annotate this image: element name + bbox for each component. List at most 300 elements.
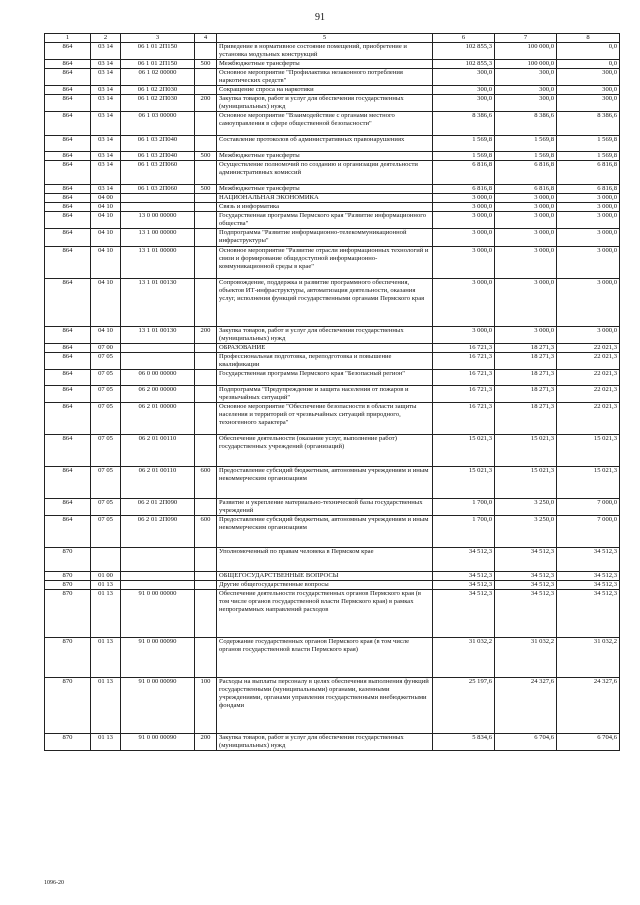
code-chapter-cell: 870	[45, 580, 91, 589]
code-target-cell: 06 1 03 2П060	[121, 161, 195, 185]
amount-year-3-cell: 15 021,3	[557, 466, 620, 498]
code-target-cell: 91 0 00 00090	[121, 733, 195, 750]
code-section-cell: 04 10	[91, 278, 121, 326]
description-cell: ОБРАЗОВАНИЕ	[217, 343, 433, 352]
code-section-cell: 07 05	[91, 369, 121, 385]
code-target-cell: 06 2 01 2П090	[121, 515, 195, 547]
code-chapter-cell: 870	[45, 547, 91, 571]
table-row	[45, 580, 620, 589]
code-chapter-cell: 864	[45, 161, 91, 185]
amount-year-1-cell: 6 816,8	[433, 161, 495, 185]
code-target-cell: 13 1 01 00130	[121, 326, 195, 343]
code-expense-type-cell	[195, 547, 217, 571]
code-expense-type-cell	[195, 136, 217, 152]
code-target-cell: 06 1 03 00000	[121, 112, 195, 136]
code-chapter-cell: 864	[45, 86, 91, 95]
amount-year-1-cell: 16 721,3	[433, 343, 495, 352]
description-cell: Закупка товаров, работ и услуг для обеспечения государственных (муниципальных) нужд	[217, 95, 433, 112]
description-cell: Основное мероприятие "Обеспечение безопасности в области защиты населения и территорий от чрезвычайных ситуаций природного, техногенного характера"	[217, 402, 433, 434]
amount-year-2-cell: 34 512,3	[495, 589, 557, 637]
code-expense-type-cell	[195, 194, 217, 203]
code-chapter-cell: 864	[45, 278, 91, 326]
code-expense-type-cell: 500	[195, 152, 217, 161]
code-chapter-cell: 870	[45, 677, 91, 733]
code-section-cell: 03 14	[91, 43, 121, 60]
description-cell: Развитие и укрепление материально-технической базы государственных учреждений	[217, 498, 433, 515]
amount-year-1-cell: 300,0	[433, 86, 495, 95]
code-target-cell: 06 2 01 00110	[121, 466, 195, 498]
table-row	[45, 185, 620, 194]
code-chapter-cell: 870	[45, 733, 91, 750]
code-section-cell: 04 10	[91, 326, 121, 343]
amount-year-2-cell: 100 000,0	[495, 43, 557, 60]
amount-year-3-cell: 300,0	[557, 86, 620, 95]
code-chapter-cell: 864	[45, 343, 91, 352]
code-chapter-cell: 864	[45, 229, 91, 246]
amount-year-2-cell: 6 816,8	[495, 161, 557, 185]
amount-year-3-cell: 300,0	[557, 95, 620, 112]
code-target-cell: 13 0 00 00000	[121, 212, 195, 229]
code-target-cell: 06 1 03 2П040	[121, 136, 195, 152]
amount-year-1-cell: 3 000,0	[433, 203, 495, 212]
table-row	[45, 152, 620, 161]
amount-year-2-cell: 3 000,0	[495, 212, 557, 229]
code-section-cell: 03 14	[91, 136, 121, 152]
code-chapter-cell: 864	[45, 326, 91, 343]
code-chapter-cell: 864	[45, 112, 91, 136]
amount-year-1-cell: 1 700,0	[433, 498, 495, 515]
amount-year-1-cell: 16 721,3	[433, 402, 495, 434]
table-row	[45, 677, 620, 733]
description-cell: Государственная программа Пермского края "Развитие информационного общества"	[217, 212, 433, 229]
code-expense-type-cell	[195, 246, 217, 278]
code-section-cell: 01 13	[91, 589, 121, 637]
table-row	[45, 733, 620, 750]
code-section-cell: 01 13	[91, 733, 121, 750]
document-code: 1096-20	[44, 880, 64, 886]
table-row	[45, 385, 620, 402]
amount-year-1-cell: 6 816,8	[433, 185, 495, 194]
amount-year-1-cell: 3 000,0	[433, 246, 495, 278]
description-cell: Составление протоколов об административных правонарушениях	[217, 136, 433, 152]
description-cell: Сопровождение, поддержка и развитие программного обеспечения, объектов ИТ-инфраструктуры, автоматизация деятельности, оказания услуг, исполнения функций государственными органами Пермского края	[217, 278, 433, 326]
code-target-cell: 13 1 00 00000	[121, 229, 195, 246]
code-expense-type-cell: 200	[195, 733, 217, 750]
amount-year-1-cell: 8 386,6	[433, 112, 495, 136]
table-row	[45, 278, 620, 326]
amount-year-2-cell: 3 000,0	[495, 326, 557, 343]
amount-year-2-cell: 1 569,8	[495, 152, 557, 161]
description-cell: ОБЩЕГОСУДАРСТВЕННЫЕ ВОПРОСЫ	[217, 571, 433, 580]
table-row	[45, 60, 620, 69]
code-section-cell: 07 05	[91, 434, 121, 466]
code-chapter-cell: 870	[45, 571, 91, 580]
amount-year-1-cell: 15 021,3	[433, 466, 495, 498]
code-target-cell	[121, 194, 195, 203]
code-chapter-cell: 864	[45, 498, 91, 515]
table-row	[45, 161, 620, 185]
header-col-4: 4	[195, 34, 217, 43]
amount-year-3-cell: 1 569,8	[557, 136, 620, 152]
code-expense-type-cell: 500	[195, 185, 217, 194]
code-section-cell: 03 14	[91, 161, 121, 185]
code-expense-type-cell	[195, 580, 217, 589]
amount-year-3-cell: 22 021,3	[557, 385, 620, 402]
code-chapter-cell: 864	[45, 43, 91, 60]
code-expense-type-cell	[195, 278, 217, 326]
amount-year-3-cell: 34 512,3	[557, 580, 620, 589]
amount-year-3-cell: 1 569,8	[557, 152, 620, 161]
amount-year-2-cell: 18 271,3	[495, 402, 557, 434]
table-row	[45, 69, 620, 86]
code-section-cell: 04 00	[91, 194, 121, 203]
table-row	[45, 86, 620, 95]
code-expense-type-cell	[195, 43, 217, 60]
amount-year-1-cell: 300,0	[433, 69, 495, 86]
amount-year-1-cell: 5 834,6	[433, 733, 495, 750]
code-chapter-cell: 864	[45, 69, 91, 86]
amount-year-1-cell: 31 032,2	[433, 637, 495, 677]
table-row	[45, 466, 620, 498]
description-cell: Предоставление субсидий бюджетным, автономным учреждениям и иным некоммерческим организациям	[217, 515, 433, 547]
header-col-8: 8	[557, 34, 620, 43]
description-cell: Связь и информатика	[217, 203, 433, 212]
table-row	[45, 229, 620, 246]
amount-year-3-cell: 6 704,6	[557, 733, 620, 750]
amount-year-2-cell: 31 032,2	[495, 637, 557, 677]
table-row	[45, 571, 620, 580]
description-cell: Осуществление полномочий по созданию и организации деятельности административных комиссий	[217, 161, 433, 185]
amount-year-2-cell: 300,0	[495, 86, 557, 95]
amount-year-3-cell: 3 000,0	[557, 278, 620, 326]
code-expense-type-cell	[195, 589, 217, 637]
budget-table	[44, 33, 620, 751]
code-expense-type-cell	[195, 385, 217, 402]
description-cell: Закупка товаров, работ и услуг для обеспечения государственных (муниципальных) нужд	[217, 326, 433, 343]
description-cell: Предоставление субсидий бюджетным, автономным учреждениям и иным некоммерческим организациям	[217, 466, 433, 498]
code-chapter-cell: 864	[45, 212, 91, 229]
table-row	[45, 326, 620, 343]
table-row	[45, 515, 620, 547]
amount-year-3-cell: 8 386,6	[557, 112, 620, 136]
table-row	[45, 434, 620, 466]
code-target-cell: 06 1 02 00000	[121, 69, 195, 86]
description-cell: Содержание государственных органов Пермского края (в том числе органов государственной власти Пермского края)	[217, 637, 433, 677]
code-chapter-cell: 864	[45, 246, 91, 278]
code-section-cell	[91, 547, 121, 571]
budget-table-container	[44, 33, 619, 751]
amount-year-3-cell: 22 021,3	[557, 343, 620, 352]
header-col-3: 3	[121, 34, 195, 43]
code-section-cell: 07 00	[91, 343, 121, 352]
code-expense-type-cell	[195, 229, 217, 246]
table-row	[45, 369, 620, 385]
code-target-cell	[121, 547, 195, 571]
amount-year-3-cell: 3 000,0	[557, 326, 620, 343]
amount-year-2-cell: 1 569,8	[495, 136, 557, 152]
amount-year-2-cell: 300,0	[495, 69, 557, 86]
description-cell: Государственная программа Пермского края "Безопасный регион"	[217, 369, 433, 385]
code-section-cell: 04 10	[91, 212, 121, 229]
code-expense-type-cell	[195, 112, 217, 136]
code-target-cell: 91 0 00 00000	[121, 589, 195, 637]
code-expense-type-cell: 600	[195, 466, 217, 498]
code-chapter-cell: 864	[45, 60, 91, 69]
amount-year-3-cell: 0,0	[557, 43, 620, 60]
code-target-cell	[121, 343, 195, 352]
code-chapter-cell: 864	[45, 352, 91, 369]
code-target-cell: 06 1 03 2П060	[121, 185, 195, 194]
code-expense-type-cell	[195, 86, 217, 95]
amount-year-3-cell: 3 000,0	[557, 246, 620, 278]
code-section-cell: 01 00	[91, 571, 121, 580]
header-col-2: 2	[91, 34, 121, 43]
code-expense-type-cell: 100	[195, 677, 217, 733]
description-cell: Обеспечение деятельности государственных органов Пермского края (в том числе органов государственной власти Пермского края) в рамках непрограммных направлений расходов	[217, 589, 433, 637]
code-target-cell: 06 2 01 2П090	[121, 498, 195, 515]
code-target-cell: 06 2 00 00000	[121, 385, 195, 402]
amount-year-3-cell: 300,0	[557, 69, 620, 86]
table-row	[45, 112, 620, 136]
code-target-cell: 06 2 01 00000	[121, 402, 195, 434]
amount-year-3-cell: 24 327,6	[557, 677, 620, 733]
amount-year-1-cell: 1 569,8	[433, 136, 495, 152]
amount-year-2-cell: 15 021,3	[495, 434, 557, 466]
amount-year-3-cell: 15 021,3	[557, 434, 620, 466]
code-target-cell: 06 2 01 00110	[121, 434, 195, 466]
amount-year-1-cell: 16 721,3	[433, 385, 495, 402]
header-col-6: 6	[433, 34, 495, 43]
amount-year-3-cell: 34 512,3	[557, 571, 620, 580]
code-target-cell	[121, 352, 195, 369]
amount-year-2-cell: 3 000,0	[495, 203, 557, 212]
code-target-cell: 13 1 01 00130	[121, 278, 195, 326]
amount-year-3-cell: 6 816,8	[557, 161, 620, 185]
table-row	[45, 136, 620, 152]
code-section-cell: 07 05	[91, 498, 121, 515]
amount-year-1-cell: 102 855,3	[433, 43, 495, 60]
code-section-cell: 03 14	[91, 112, 121, 136]
amount-year-2-cell: 18 271,3	[495, 343, 557, 352]
amount-year-1-cell: 34 512,3	[433, 589, 495, 637]
amount-year-1-cell: 102 855,3	[433, 60, 495, 69]
description-cell: Основное мероприятие "Профилактика незаконного потребления наркотических средств"	[217, 69, 433, 86]
description-cell: Межбюджетные трансферты	[217, 60, 433, 69]
amount-year-3-cell: 3 000,0	[557, 203, 620, 212]
amount-year-1-cell: 300,0	[433, 95, 495, 112]
description-cell: Подпрограмма "Развитие информационно-телекоммуникационной инфраструктуры"	[217, 229, 433, 246]
table-row	[45, 637, 620, 677]
code-target-cell: 13 1 01 00000	[121, 246, 195, 278]
code-section-cell: 01 13	[91, 580, 121, 589]
amount-year-1-cell: 15 021,3	[433, 434, 495, 466]
code-target-cell: 06 0 00 00000	[121, 369, 195, 385]
description-cell: Основное мероприятие "Развитие отрасли информационных технологий и связи и формирование общедоступной информационно-коммуникационной среды в крае"	[217, 246, 433, 278]
code-expense-type-cell	[195, 352, 217, 369]
table-row	[45, 95, 620, 112]
amount-year-2-cell: 6 816,8	[495, 185, 557, 194]
amount-year-3-cell: 3 000,0	[557, 212, 620, 229]
code-chapter-cell: 864	[45, 385, 91, 402]
table-row	[45, 194, 620, 203]
code-expense-type-cell	[195, 498, 217, 515]
code-chapter-cell: 870	[45, 637, 91, 677]
code-expense-type-cell	[195, 434, 217, 466]
amount-year-1-cell: 34 512,3	[433, 580, 495, 589]
page-number: 91	[315, 12, 325, 23]
code-chapter-cell: 864	[45, 466, 91, 498]
code-target-cell: 06 1 01 2П150	[121, 43, 195, 60]
amount-year-3-cell: 34 512,3	[557, 547, 620, 571]
code-target-cell: 91 0 00 00090	[121, 637, 195, 677]
code-chapter-cell: 864	[45, 515, 91, 547]
amount-year-2-cell: 34 512,3	[495, 547, 557, 571]
table-row	[45, 343, 620, 352]
code-section-cell: 03 14	[91, 86, 121, 95]
amount-year-2-cell: 3 250,0	[495, 515, 557, 547]
code-target-cell	[121, 203, 195, 212]
code-section-cell: 03 14	[91, 152, 121, 161]
amount-year-1-cell: 34 512,3	[433, 571, 495, 580]
code-section-cell: 04 10	[91, 203, 121, 212]
code-chapter-cell: 870	[45, 589, 91, 637]
code-target-cell: 06 1 03 2П040	[121, 152, 195, 161]
amount-year-3-cell: 31 032,2	[557, 637, 620, 677]
table-header-row	[45, 34, 620, 43]
header-col-1: 1	[45, 34, 91, 43]
code-expense-type-cell	[195, 212, 217, 229]
amount-year-1-cell: 16 721,3	[433, 352, 495, 369]
code-expense-type-cell	[195, 343, 217, 352]
amount-year-1-cell: 1 569,8	[433, 152, 495, 161]
amount-year-2-cell: 18 271,3	[495, 385, 557, 402]
table-row	[45, 246, 620, 278]
code-expense-type-cell: 500	[195, 60, 217, 69]
code-chapter-cell: 864	[45, 194, 91, 203]
code-target-cell	[121, 580, 195, 589]
description-cell: Профессиональная подготовка, переподготовка и повышение квалификации	[217, 352, 433, 369]
code-chapter-cell: 864	[45, 203, 91, 212]
code-section-cell: 07 05	[91, 385, 121, 402]
amount-year-2-cell: 3 000,0	[495, 229, 557, 246]
amount-year-3-cell: 3 000,0	[557, 194, 620, 203]
code-chapter-cell: 864	[45, 402, 91, 434]
code-chapter-cell: 864	[45, 185, 91, 194]
amount-year-2-cell: 18 271,3	[495, 352, 557, 369]
description-cell: Уполномоченный по правам человека в Пермском крае	[217, 547, 433, 571]
code-expense-type-cell	[195, 369, 217, 385]
amount-year-3-cell: 22 021,3	[557, 369, 620, 385]
header-col-7: 7	[495, 34, 557, 43]
code-section-cell: 07 05	[91, 515, 121, 547]
code-section-cell: 01 13	[91, 677, 121, 733]
amount-year-1-cell: 3 000,0	[433, 278, 495, 326]
code-section-cell: 01 13	[91, 637, 121, 677]
code-chapter-cell: 864	[45, 152, 91, 161]
amount-year-1-cell: 3 000,0	[433, 194, 495, 203]
amount-year-1-cell: 3 000,0	[433, 212, 495, 229]
code-section-cell: 04 10	[91, 246, 121, 278]
code-expense-type-cell	[195, 203, 217, 212]
amount-year-3-cell: 22 021,3	[557, 352, 620, 369]
amount-year-2-cell: 100 000,0	[495, 60, 557, 69]
amount-year-3-cell: 7 000,0	[557, 498, 620, 515]
description-cell: НАЦИОНАЛЬНАЯ ЭКОНОМИКА	[217, 194, 433, 203]
table-row	[45, 352, 620, 369]
amount-year-2-cell: 300,0	[495, 95, 557, 112]
description-cell: Основное мероприятие "Взаимодействие с органами местного самоуправления в сфере общественной безопасности"	[217, 112, 433, 136]
code-target-cell: 06 1 02 2П030	[121, 95, 195, 112]
code-section-cell: 07 05	[91, 352, 121, 369]
code-expense-type-cell	[195, 161, 217, 185]
code-target-cell: 91 0 00 00090	[121, 677, 195, 733]
code-expense-type-cell	[195, 571, 217, 580]
code-section-cell: 03 14	[91, 185, 121, 194]
table-row	[45, 498, 620, 515]
code-section-cell: 03 14	[91, 69, 121, 86]
code-expense-type-cell	[195, 637, 217, 677]
amount-year-2-cell: 34 512,3	[495, 571, 557, 580]
description-cell: Подпрограмма "Предупреждение и защита населения от пожаров и чрезвычайных ситуаций"	[217, 385, 433, 402]
table-row	[45, 589, 620, 637]
code-section-cell: 03 14	[91, 95, 121, 112]
code-target-cell	[121, 571, 195, 580]
amount-year-1-cell: 25 197,6	[433, 677, 495, 733]
table-row	[45, 212, 620, 229]
code-expense-type-cell: 600	[195, 515, 217, 547]
amount-year-2-cell: 6 704,6	[495, 733, 557, 750]
amount-year-3-cell: 7 000,0	[557, 515, 620, 547]
code-chapter-cell: 864	[45, 434, 91, 466]
code-expense-type-cell	[195, 402, 217, 434]
amount-year-1-cell: 1 700,0	[433, 515, 495, 547]
amount-year-3-cell: 34 512,3	[557, 589, 620, 637]
description-cell: Другие общегосударственные вопросы	[217, 580, 433, 589]
amount-year-1-cell: 16 721,3	[433, 369, 495, 385]
code-expense-type-cell: 200	[195, 95, 217, 112]
amount-year-2-cell: 18 271,3	[495, 369, 557, 385]
description-cell: Расходы на выплаты персоналу в целях обеспечения выполнения функций государственными (муниципальными) органами, казенными учреждениями, органами управления государственными внебюджетными фондами	[217, 677, 433, 733]
amount-year-2-cell: 34 512,3	[495, 580, 557, 589]
description-cell: Межбюджетные трансферты	[217, 185, 433, 194]
code-chapter-cell: 864	[45, 136, 91, 152]
description-cell: Приведение в нормативное состояние помещений, приобретение и установка модульных конструкций	[217, 43, 433, 60]
amount-year-2-cell: 15 021,3	[495, 466, 557, 498]
amount-year-3-cell: 3 000,0	[557, 229, 620, 246]
code-target-cell: 06 1 02 2П030	[121, 86, 195, 95]
code-target-cell: 06 1 01 2П150	[121, 60, 195, 69]
description-cell: Закупка товаров, работ и услуг для обеспечения государственных (муниципальных) нужд	[217, 733, 433, 750]
amount-year-2-cell: 3 000,0	[495, 246, 557, 278]
table-row	[45, 203, 620, 212]
amount-year-1-cell: 3 000,0	[433, 229, 495, 246]
description-cell: Сокращение спроса на наркотики	[217, 86, 433, 95]
amount-year-1-cell: 34 512,3	[433, 547, 495, 571]
amount-year-2-cell: 24 327,6	[495, 677, 557, 733]
code-chapter-cell: 864	[45, 95, 91, 112]
amount-year-3-cell: 22 021,3	[557, 402, 620, 434]
amount-year-1-cell: 3 000,0	[433, 326, 495, 343]
amount-year-2-cell: 3 250,0	[495, 498, 557, 515]
description-cell: Межбюджетные трансферты	[217, 152, 433, 161]
code-section-cell: 03 14	[91, 60, 121, 69]
table-row	[45, 402, 620, 434]
code-expense-type-cell	[195, 69, 217, 86]
amount-year-2-cell: 3 000,0	[495, 194, 557, 203]
amount-year-3-cell: 0,0	[557, 60, 620, 69]
table-row	[45, 43, 620, 60]
code-section-cell: 07 05	[91, 466, 121, 498]
